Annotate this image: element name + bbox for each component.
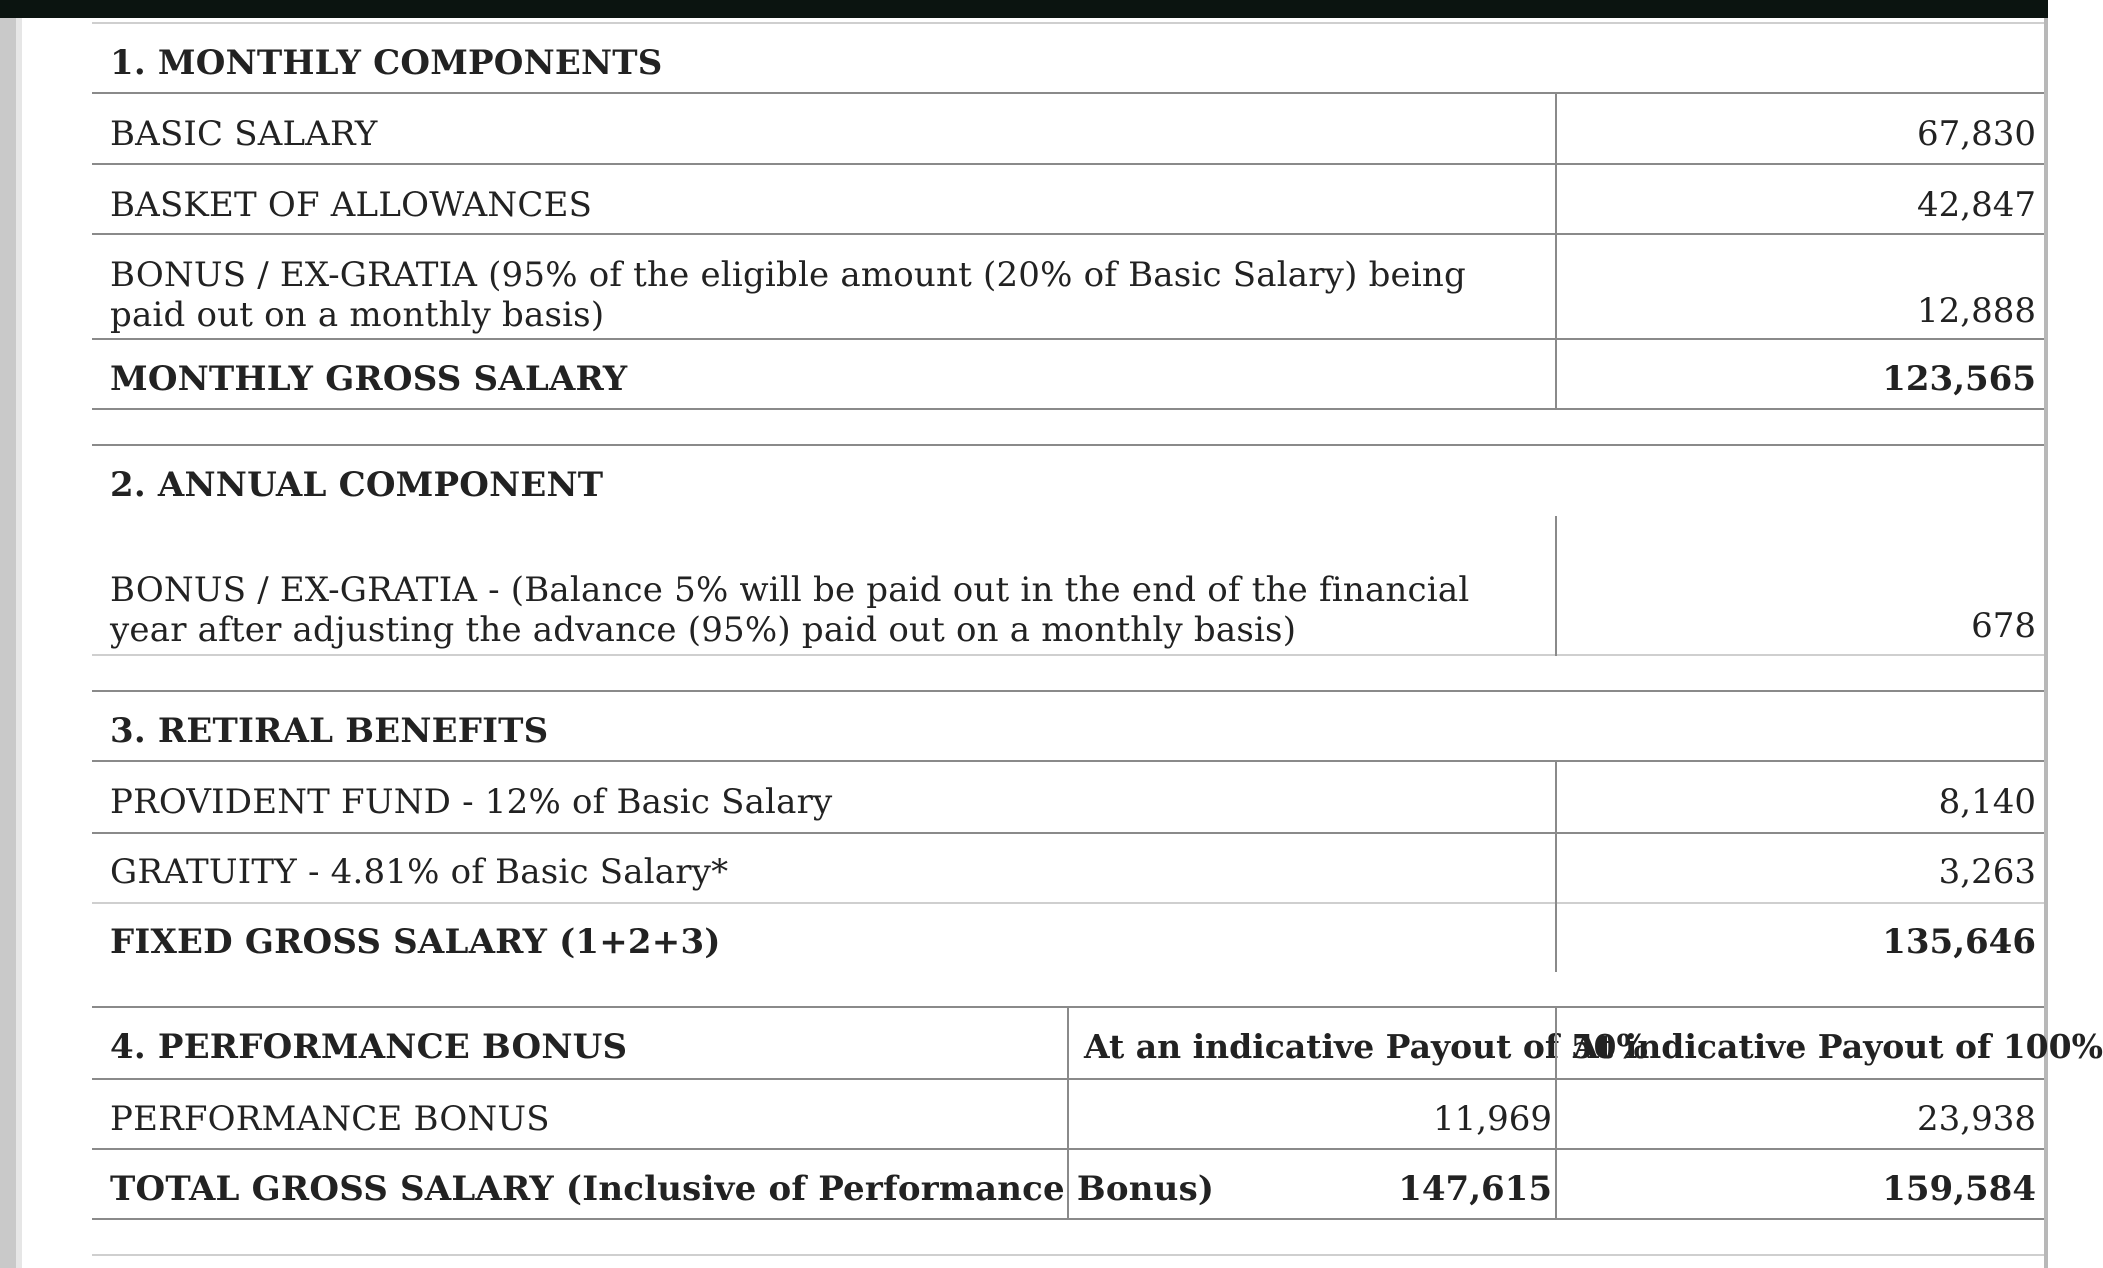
annual-bonus-value: 678 (1971, 606, 2036, 646)
row-divider (92, 902, 2044, 904)
provident-fund-label: PROVIDENT FUND - 12% of Basic Salary (110, 782, 833, 822)
section-heading-monthly: 1. MONTHLY COMPONENTS (110, 43, 663, 83)
fixed-gross-value: 135,646 (1882, 922, 2036, 962)
row-divider (92, 690, 2044, 692)
performance-bonus-value-50: 11,969 (1433, 1099, 1552, 1139)
row-divider (92, 92, 2044, 94)
row-divider (92, 233, 2044, 235)
gratuity-label: GRATUITY - 4.81% of Basic Salary* (110, 852, 729, 892)
row-divider (92, 832, 2044, 834)
row-divider (92, 444, 2044, 446)
annual-bonus-label: BONUS / EX-GRATIA - (Balance 5% will be paid out in the end of the financial year after adjusting the advance (95%) paid out on a monthly basis) (110, 570, 1470, 650)
row-divider (92, 760, 2044, 762)
section-heading-annual: 2. ANNUAL COMPONENT (110, 465, 604, 505)
column-header-100: At indicative Payout of 100% (1573, 1027, 2103, 1066)
provident-fund-value: 8,140 (1938, 782, 2036, 822)
column-divider (1555, 760, 1557, 972)
total-gross-label: TOTAL GROSS SALARY (Inclusive of Performance Bonus) (110, 1169, 1215, 1209)
monthly-gross-value: 123,565 (1882, 359, 2036, 399)
row-divider (92, 654, 2044, 656)
performance-bonus-label: PERFORMANCE BONUS (110, 1099, 550, 1139)
row-divider (92, 163, 2044, 165)
performance-bonus-value-100: 23,938 (1917, 1099, 2036, 1139)
column-divider (1555, 1006, 1557, 1220)
column-divider (1555, 516, 1557, 656)
total-gross-value-50: 147,615 (1398, 1169, 1552, 1209)
fixed-gross-label: FIXED GROSS SALARY (1+2+3) (110, 922, 721, 962)
top-bar (0, 0, 2048, 18)
column-header-50: At an indicative Payout of 50% (1084, 1027, 1648, 1066)
monthly-bonus-value: 12,888 (1917, 291, 2036, 331)
left-margin-strip (0, 18, 16, 1268)
basic-salary-label: BASIC SALARY (110, 114, 378, 154)
monthly-gross-label: MONTHLY GROSS SALARY (110, 359, 628, 399)
row-divider (92, 1254, 2044, 1256)
section-heading-retiral: 3. RETIRAL BENEFITS (110, 711, 549, 751)
row-divider (92, 408, 2044, 410)
monthly-bonus-label: BONUS / EX-GRATIA (95% of the eligible amount (20% of Basic Salary) being paid out on a monthly basis) (110, 255, 1466, 335)
row-divider (92, 22, 2044, 24)
basic-salary-value: 67,830 (1917, 114, 2036, 154)
section-heading-performance: 4. PERFORMANCE BONUS (110, 1027, 628, 1067)
left-margin-shadow (16, 18, 22, 1268)
allowances-value: 42,847 (1917, 185, 2036, 225)
allowances-label: BASKET OF ALLOWANCES (110, 185, 593, 225)
row-divider (92, 338, 2044, 340)
right-edge (2044, 18, 2048, 1268)
gratuity-value: 3,263 (1938, 852, 2036, 892)
total-gross-value-100: 159,584 (1882, 1169, 2036, 1209)
column-divider (1555, 92, 1557, 410)
column-divider (1067, 1006, 1069, 1220)
